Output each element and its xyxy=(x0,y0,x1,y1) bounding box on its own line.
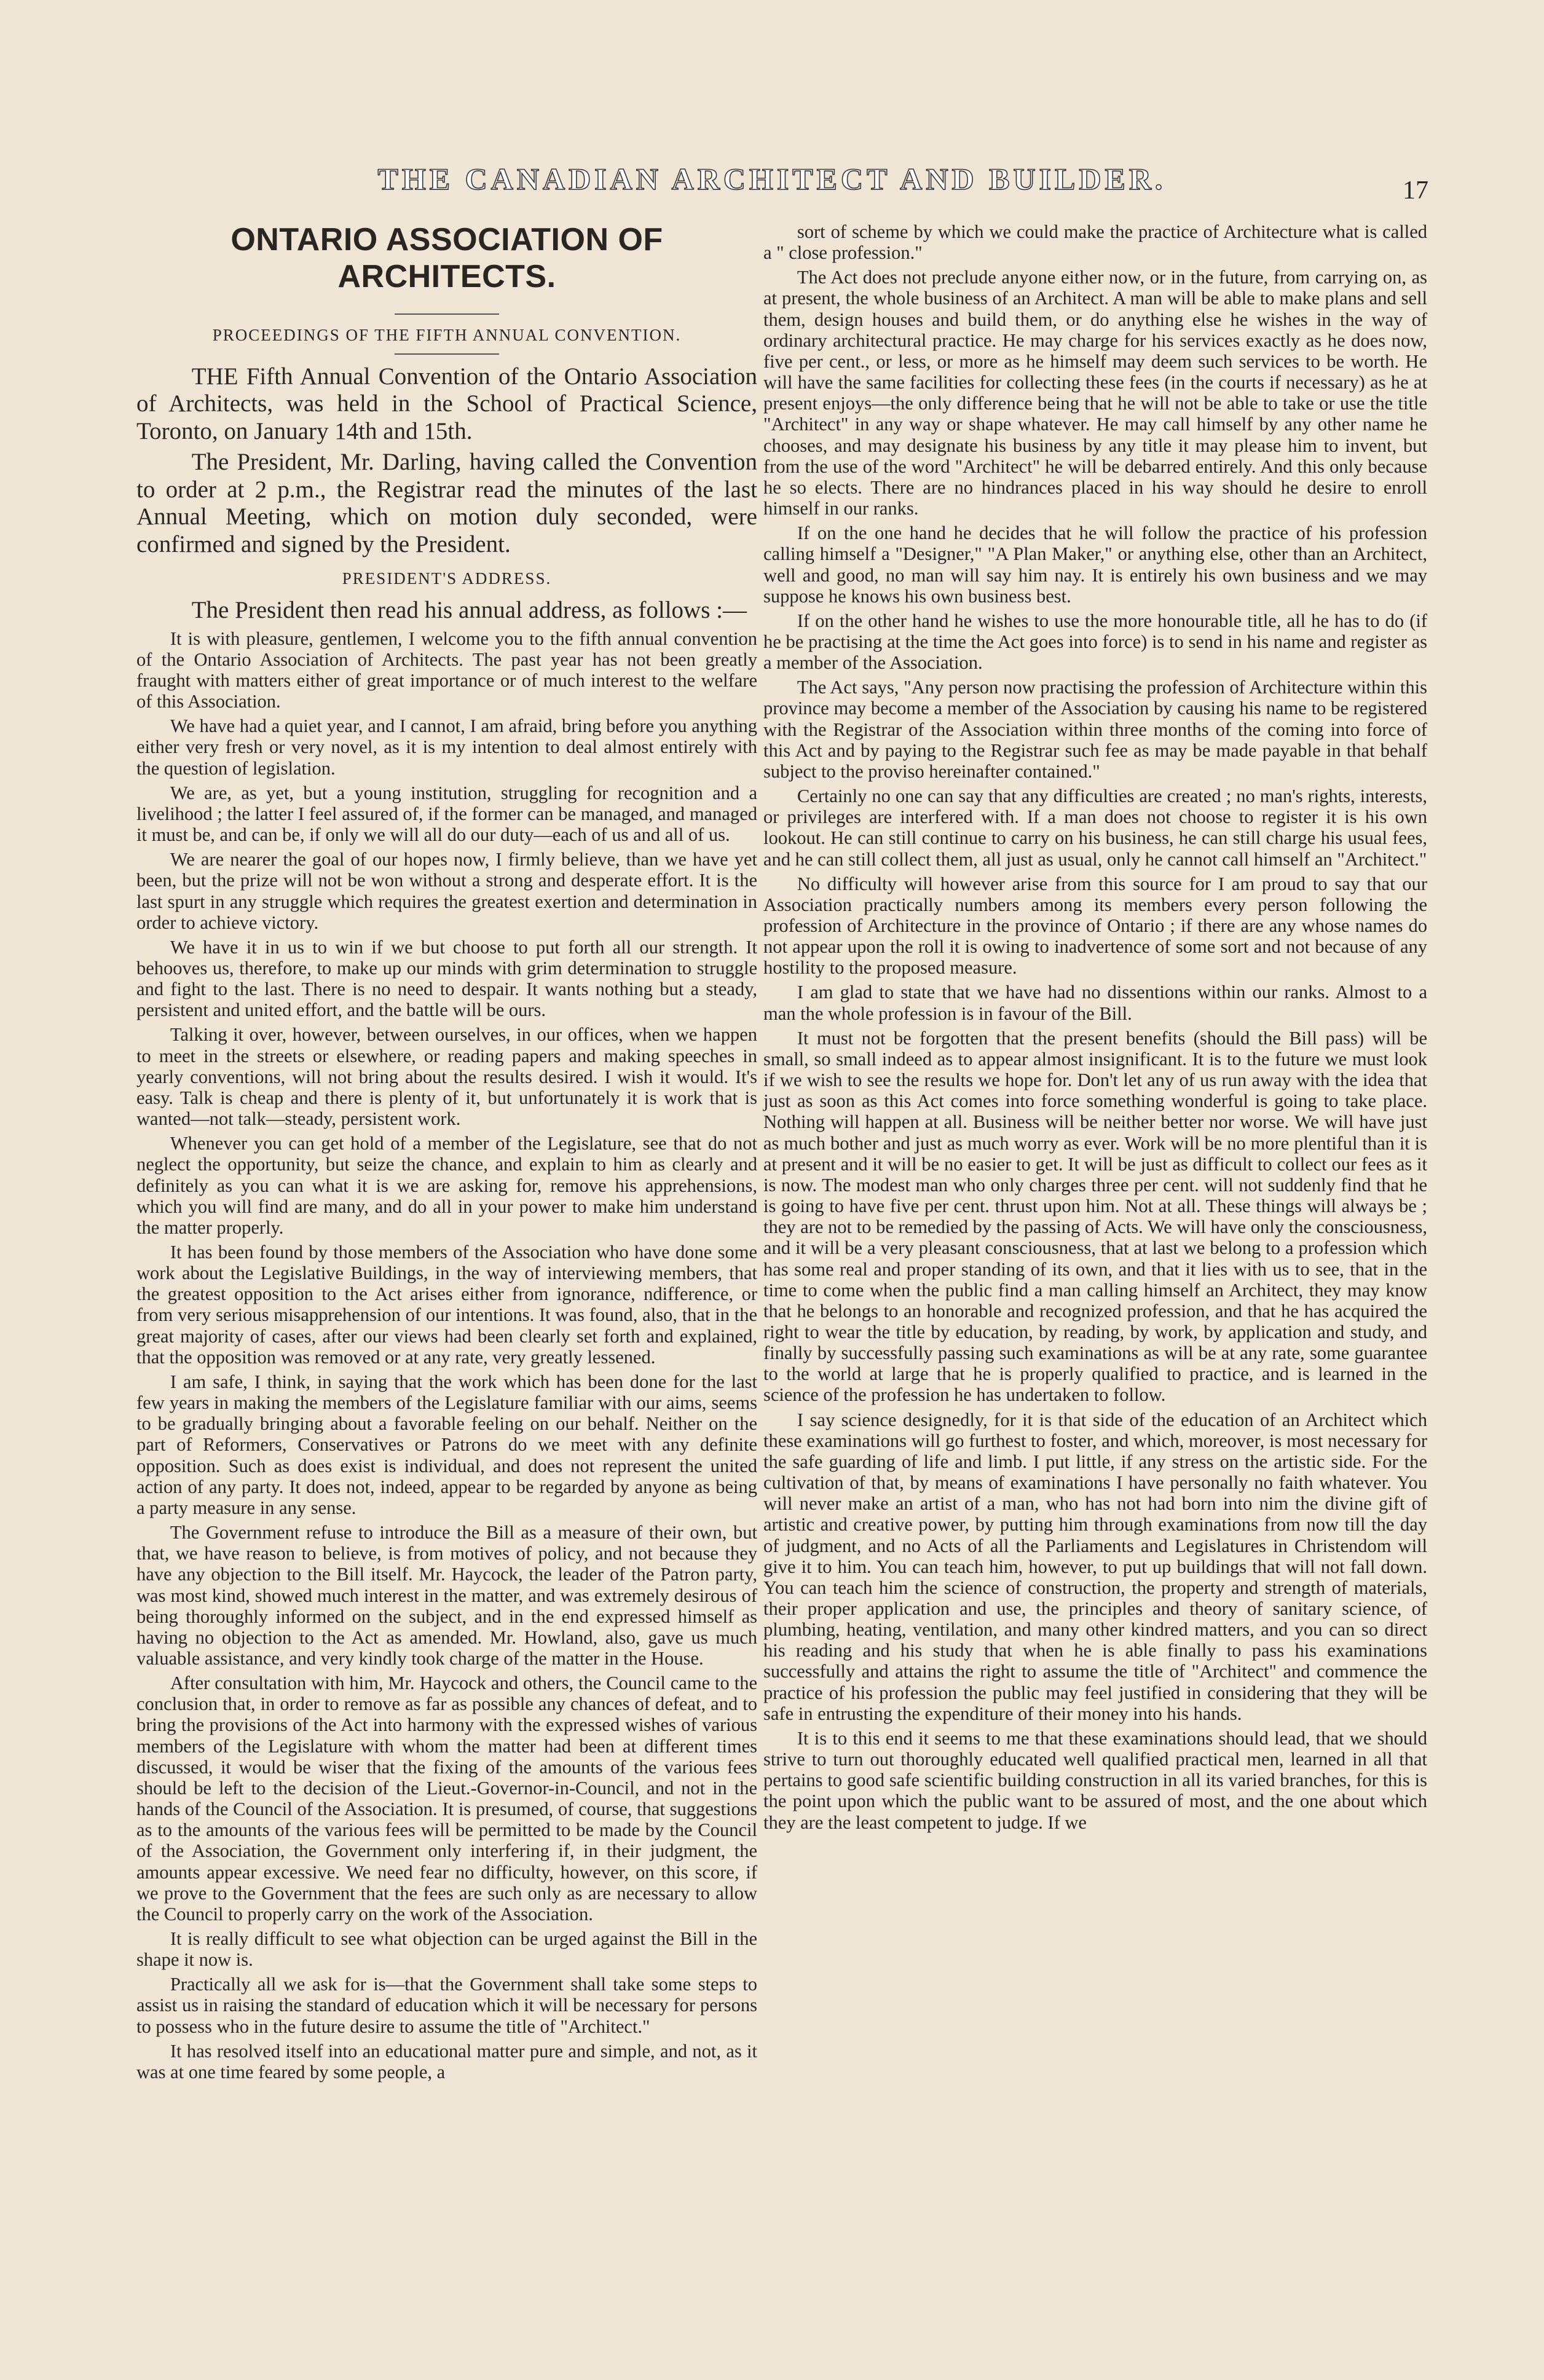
body-paragraph: It has been found by those members of the Association who have done some work about the Legislative Buildings, in the way of interviewing members, that the greatest opposition to the Act arises either from ignorance, ndifference, or from very serious misapprehension of our intentions. It was found, also, that in the great majority of cases, after our views had been clearly set forth and explained, that the opposition was removed or at any rate, very greatly lessened. xyxy=(136,1242,757,1368)
body-paragraph: We are, as yet, but a young institution, struggling for recognition and a livelihood ; the latter I feel assured of, if the former can be managed, and managed it must be, and can be, if only we will all do our duty—each of us and all of us. xyxy=(136,782,757,846)
running-head: THE CANADIAN ARCHITECT AND BUILDER. xyxy=(377,162,1167,196)
body-paragraph: Certainly no one can say that any difficulties are created ; no man's rights, interests, or privileges are interfered with. If a man does not choose to register it is his own lookout. He can still continue to carry on his business, he can still charge his usual fees, and he can still collect them, all just as usual, only he cannot call himself an "Architect." xyxy=(763,786,1427,870)
right-body xyxy=(763,221,1427,1833)
body-paragraph: Talking it over, however, between ourselves, in our offices, when we happen to meet in the streets or elsewhere, or reading papers and making speeches in yearly conventions, will not bring about the results desired. I wish it would. It's easy. Talk is cheap and there is plenty of it, but unfortunately it is work that is wanted—not talk—steady, persistent work. xyxy=(136,1024,757,1130)
right-column xyxy=(763,221,1427,1837)
body-paragraph: It must not be forgotten that the present benefits (should the Bill pass) will be small, so small indeed as to appear almost insignificant. It is to the future we must look if we wish to see the results we hope for. Don't let any of us run away with the idea that just as soon as this Act comes into force something wonderful is going to take place. Nothing will happen at all. Business will be neither better nor worse. We will have just as much bother and just as much worry as ever. Work will be no more plentiful than it is at present and it will be no easier to get. It will be just as difficult to collect our fees as it is now. The modest man who only charges three per cent. will not suddenly find that he is going to have five per cent. thrust upon him. Not at all. These things will always be ; they are not to be remedied by the passing of Acts. We will have only the consciousness, and it will be a very pleasant consciousness, that at last we belong to a profession which has some real and proper standing of its own, and that it lies with us to see, that in the time to come when the public find a man calling himself an Architect, they may know that he belongs to an honorable and recognized profession, and that he has acquired the right to wear the title by education, by reading, by work, by application and study, and finally by successfully passing such examinations as will be at any rate, some guarantee to the world at large that he is properly qualified to practice, and is learned in the science of the profession he has undertaken to follow. xyxy=(763,1027,1427,1406)
body-paragraph: It is with pleasure, gentlemen, I welcome you to the fifth annual convention of the Ontario Association of Architects. The past year has not been greatly fraught with matters either of great importance or of much interest to the welfare of this Association. xyxy=(136,628,757,712)
body-paragraph: I say science designedly, for it is that side of the education of an Architect which these examinations will go furthest to foster, and which, moreover, is most necessary for the safe guarding of life and limb. I put little, if any stress on the artistic side. For the cultivation of that, by means of examinations I have personally no faith whatever. You will never make an artist of a man, who has not had born into nim the divine gift of artistic and creative power, by putting him through examinations from now till the day of judgment, and no Acts of all the Parliaments and Legislatures in Christendom will give it to him. You can teach him, however, to put up buildings that will not fall down. You can teach him the science of construction, the property and strength of materials, their proper application and use, the principles and theory of sanitary science, of plumbing, heating, ventilation, and many other kindred matters, and you can so direct his reading and his study that when he is able finally to pass his examinations successfully and attains the right to assume the title of "Architect" and commence the practice of his profession the public may feel justified in considering that they will be safe in entrusting the expenditure of their money into his hands. xyxy=(763,1409,1427,1724)
body-paragraph: The Government refuse to introduce the Bill as a measure of their own, but that, we have reason to believe, is from motives of policy, and not because they have any objection to the Bill itself. Mr. Haycock, the leader of the Patron party, was most kind, showed much interest in the matter, and was extremely desirous of being thoroughly informed on the subject, and in the end expressed himself as having no objection to the Act as amended. Mr. Howland, also, gave us much valuable assistance, and very kindly took charge of the matter in the House. xyxy=(136,1522,757,1669)
intro-paragraph: The President, Mr. Darling, having called the Convention to order at 2 p.m., the Registrar read the minutes of the last Annual Meeting, which on motion duly seconded, were confirmed and signed by the President. xyxy=(136,449,757,558)
divider xyxy=(395,353,499,355)
body-paragraph: The Act does not preclude anyone either now, or in the future, from carrying on, as at present, the whole business of an Architect. A man will be able to make plans and sell them, design houses and build them, or do anything else he wishes in the way of ordinary architectural practice. He may charge for his services exactly as he does now, five per cent., or less, or more as he himself may deem such services to be worth. He will have the same facilities for collecting these fees (in the courts if necessary) as he at present enjoys—the only difference being that he will not be able to take or use the title "Architect" in any way or shape whatever. He may call himself by any other name he chooses, and may designate his business by any title it may please him to invent, but from the use of the word "Architect" he will be debarred entirely. And this only because he so elects. There are no hindrances placed in his way should he desire to enroll himself in our ranks. xyxy=(763,267,1427,519)
article-title: ONTARIO ASSOCIATION OF ARCHITECTS. xyxy=(230,222,663,294)
body-paragraph: We are nearer the goal of our hopes now, I firmly believe, than we have yet been, but the prize will not be won without a strong and desperate effort. It is the last spurt in any struggle which requires the greatest exertion and determination in order to achieve victory. xyxy=(136,849,757,933)
divider xyxy=(395,313,499,315)
body-paragraph: I am glad to state that we have had no dissentions within our ranks. Almost to a man the whole profession is in favour of the Bill. xyxy=(763,982,1427,1024)
intro-paragraph: THE Fifth Annual Convention of the Ontario Association of Architects, was held in the School of Practical Science, Toronto, on January 14th and 15th. xyxy=(136,363,757,444)
body-paragraph: It has resolved itself into an educational matter pure and simple, and not, as it was at one time feared by some people, a xyxy=(136,2040,757,2082)
left-column xyxy=(136,221,757,2086)
article-subtitle: PROCEEDINGS OF THE FIFTH ANNUAL CONVENTION. xyxy=(212,326,682,344)
section-heading: PRESIDENT'S ADDRESS. xyxy=(342,569,552,588)
body-paragraph: We have had a quiet year, and I cannot, I am afraid, bring before you anything either very fresh or very novel, as it is my intention to deal almost entirely with the question of legislation. xyxy=(136,715,757,779)
body-paragraph: If on the other hand he wishes to use the more honourable title, all he has to do (if he be practising at the time the Act goes into force) is to send in his name and register as a member of the Association. xyxy=(763,610,1427,674)
body-paragraph: I am safe, I think, in saying that the work which has been done for the last few years in making the members of the Legislature familiar with our aims, seems to be gradually bringing about a favorable feeling on our behalf. Neither on the part of Reformers, Conservatives or Patrons do we meet with any definite opposition. Such as does exist is individual, and does not represent the united action of any party. It does not, indeed, appear to be regarded by anyone as being a party measure in any sense. xyxy=(136,1371,757,1518)
body-paragraph: After consultation with him, Mr. Haycock and others, the Council came to the conclusion that, in order to remove as far as possible any chances of defeat, and to bring the provisions of the Act into harmony with the expressed wishes of various members of the Legislature with whom the matter had been at different times discussed, it would be wiser that the fixing of the amounts of the various fees should be left to the decision of the Lieut.-Governor-in-Council, and not in the hands of the Council of the Association. It is presumed, of course, that suggestions as to the amounts of the various fees will be permitted to be made by the Council of the Association, the Government only interfering if, in their judgment, the amounts appear excessive. We need fear no difficulty, however, on this score, if we prove to the Government that the fees are such only as are necessary to allow the Council to properly carry on the work of the Association. xyxy=(136,1673,757,1925)
body-paragraph: The Act says, "Any person now practising the profession of Architecture within this province may become a member of the Association by causing his name to be registered with the Registrar of the Association within three months of the coming into force of this Act and by paying to the Registrar such fee as may be made payable in that behalf subject to the proviso hereinafter contained." xyxy=(763,677,1427,782)
address-intro: The President then read his annual address, as follows :— xyxy=(191,597,747,624)
body-paragraph: No difficulty will however arise from this source for I am proud to say that our Association practically numbers among its members every person following the profession of Architecture in the province of Ontario ; if there are any whose names do not appear upon the roll it is owing to inadvertence of some sort and not because of any hostility to the proposed measure. xyxy=(763,873,1427,979)
body-paragraph: We have it in us to win if we but choose to put forth all our strength. It behooves us, therefore, to make up our minds with grim determination to struggle and fight to the last. There is no need to despair. It wants nothing but a steady, persistent and united effort, and the battle will be ours. xyxy=(136,936,757,1021)
body-paragraph: If on the one hand he decides that he will follow the practice of his profession calling himself a "Designer," "A Plan Maker," or anything else, other than an Architect, well and good, no man will say him nay. It is entirely his own business and we may suppose he knows his own business best. xyxy=(763,522,1427,607)
body-paragraph: It is to this end it seems to me that these examinations should lead, that we should strive to turn out thoroughly educated well qualified practical men, learned in all that pertains to good safe scientific building construction in all its varied branches, for this is the point upon which the public want to be assured of most, and the one about which they are the least competent to judge. If we xyxy=(763,1727,1427,1833)
body-paragraph: Practically all we ask for is—that the Government shall take some steps to assist us in raising the standard of education which it will be necessary for persons to possess who in the future desire to assume the title of "Architect." xyxy=(136,1974,757,2037)
left-body xyxy=(136,628,757,2082)
body-paragraph: Whenever you can get hold of a member of the Legislature, see that do not neglect the opportunity, but seize the chance, and explain to him as clearly and definitely as you can what it is we are asking for, remove his apprehensions, which you will find are many, and do all in your power to make him understand the matter properly. xyxy=(136,1133,757,1238)
page-number: 17 xyxy=(1403,176,1428,205)
body-paragraph: sort of scheme by which we could make the practice of Architecture what is called a " close profession." xyxy=(763,221,1427,264)
body-paragraph: It is really difficult to see what objection can be urged against the Bill in the shape it now is. xyxy=(136,1928,757,1971)
